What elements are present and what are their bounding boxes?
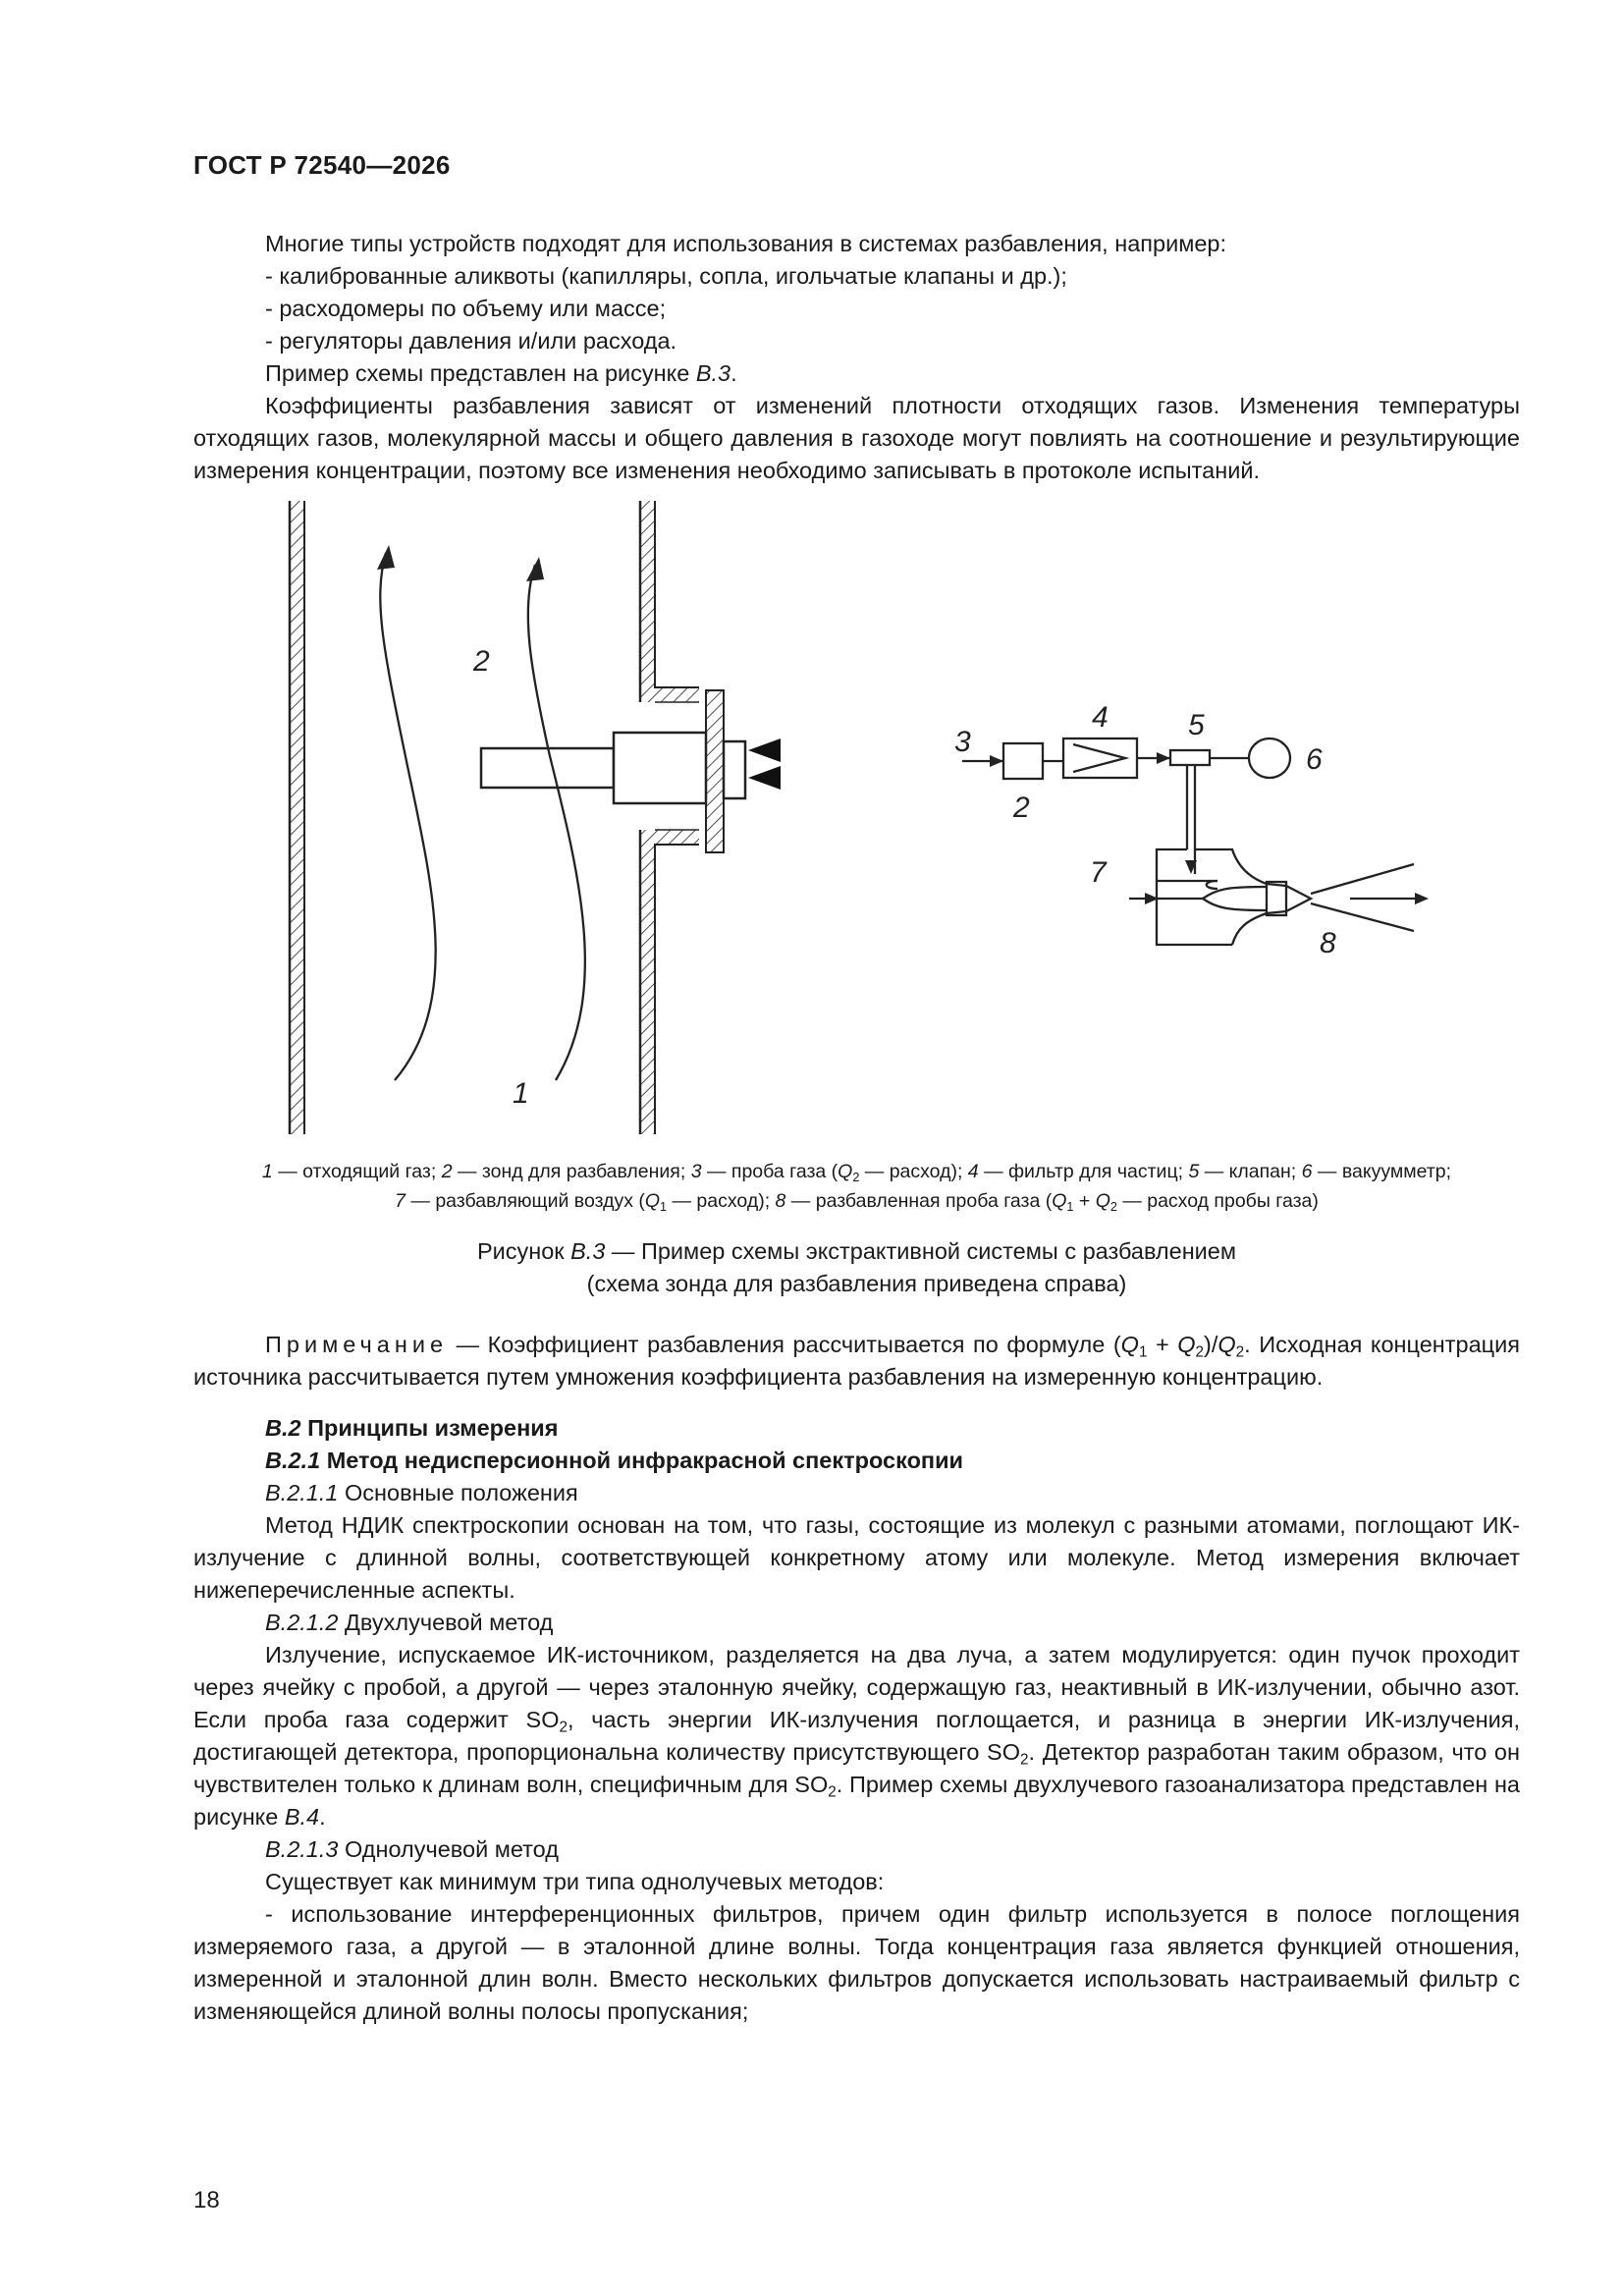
outlet-arrow-marker: [748, 738, 781, 762]
figure-title: Рисунок В.3 — Пример схемы экстрактивной системы с разбавлением (схема зонда для разбавления приведена справа): [476, 1238, 1237, 1296]
figure-b3-diagram: [0, 486, 1623, 1154]
note-label: Примечание: [265, 1332, 449, 1357]
label-8: 8: [1320, 927, 1336, 959]
section-heading-b21: В.2.1 Метод недисперсионной инфракрасной спектроскопии: [265, 1448, 964, 1473]
section-heading-b2: В.2 Принципы измерения: [265, 1415, 559, 1441]
section-heading-b211: В.2.1.1 Основные положения: [265, 1480, 578, 1505]
probe-flange: [706, 690, 724, 852]
label-3: 3: [954, 726, 971, 758]
label-2: 2: [473, 645, 490, 678]
list-item-b213: - использование интерференционных фильтров, причем один фильтр используется в полосе поглощения измеряемого газа, а другой — в эталонной длине волны. Тогда концентрация газа является функцией отношения, измеренной и эталонной длин волн. Вместо нескольких фильтров допускается использовать настраиваемый фильтр с изменяющейся длиной волны полосы пропускания;: [193, 1901, 1520, 2024]
intro-item: - регуляторы давления и/или расхода.: [265, 328, 677, 354]
duct-wall-left: [290, 501, 304, 1134]
figure-reference: Пример схемы представлен на рисунке В.3.: [265, 360, 737, 386]
label-1: 1: [513, 1077, 529, 1110]
paragraph-b212: Излучение, испускаемое ИК-источником, разделяется на два луча, а затем модулируется: один пучок проходит через ячейку с пробой, а другой — через эталонную ячейку, содержащую газ, неактивный в ИК-излучении, обычно азот. Если проба газа содержит $SO_2$, часть энергии ИК-излучения поглощается, и разница в энергии ИК-излучения, достигающей детектора, пропорциональна количеству присутствующего $SO_2$. Детектор разработан таким образом, что он чувствителен только к длинам волн, специфичным для $SO_2$. Пример схемы двухлучевого газоанализатора представлен на рисунке В.4.: [193, 1642, 1520, 1830]
dilution-probe: [481, 733, 745, 803]
dilution-schematic: [962, 738, 1424, 945]
label-4: 4: [1092, 701, 1109, 734]
intro-block: [193, 228, 1520, 487]
label-2-schematic: 2: [1013, 792, 1030, 824]
arrowhead-icon: [377, 545, 395, 570]
section-block: [193, 1412, 1520, 2028]
label-6: 6: [1306, 743, 1323, 776]
flue-gas-flow-arrow: [380, 553, 585, 1080]
legend-line: 1 — отходящий газ; 2 — зонд для разбавления; 3 — проба газа ($Q_2$ — расход); 4 — фильтр для частиц; 5 — клапан; 6 — вакуумметр;: [261, 1161, 1452, 1184]
outlet-arrow-marker: [748, 766, 781, 790]
legend-line: 7 — разбавляющий воздух ($Q_1$ — расход); 8 — разбавленная проба газа ($Q_1 + Q_2$ — расход пробы газа): [395, 1190, 1319, 1214]
intro-lead: Многие типы устройств подходят для использования в системах разбавления, например:: [265, 231, 1227, 256]
duct-wall-right: [640, 501, 699, 1134]
note-block: [193, 1329, 1520, 1394]
section-heading-b212: В.2.1.2 Двухлучевой метод: [265, 1610, 554, 1635]
intro-item: - расходомеры по объему или массе;: [265, 296, 667, 321]
arrowhead-icon: [526, 557, 544, 581]
coefficient-paragraph: Коэффициенты разбавления зависят от изменений плотности отходящих газов. Изменения температуры отходящих газов, молекулярной массы и общего давления в газоходе могут повлиять на соотношение и результирующие измерения концентрации, поэтому все изменения необходимо записывать в протоколе испытаний.: [193, 393, 1520, 483]
paragraph-b213-lead: Существует как минимум три типа однолучевых методов:: [265, 1869, 885, 1894]
document-code: ГОСТ Р 72540—2026: [193, 150, 451, 180]
intro-item: - калиброванные аликвоты (капилляры, сопла, игольчатые клапаны и др.);: [265, 263, 1067, 289]
paragraph-b211: Метод НДИК спектроскопии основан на том, что газы, состоящие из молекул с разными атомами, поглощают ИК-излучение с длинной волны, соответствующей конкретному атому или молекуле. Метод измерения включает нижеперечисленные аспекты.: [193, 1512, 1520, 1603]
label-7: 7: [1090, 856, 1107, 889]
figure-legend: [187, 1157, 1527, 1216]
note-paragraph: Примечание — Коэффициент разбавления рассчитывается по формуле $(Q_1 + Q_2)/Q_2$. Исходная концентрация источника рассчитывается путем умножения коэффициента разбавления на измеренную концентрацию.: [193, 1332, 1520, 1390]
section-heading-b213: В.2.1.3 Однолучевой метод: [265, 1836, 559, 1862]
page-number: 18: [193, 2187, 220, 2214]
label-5: 5: [1188, 709, 1205, 741]
